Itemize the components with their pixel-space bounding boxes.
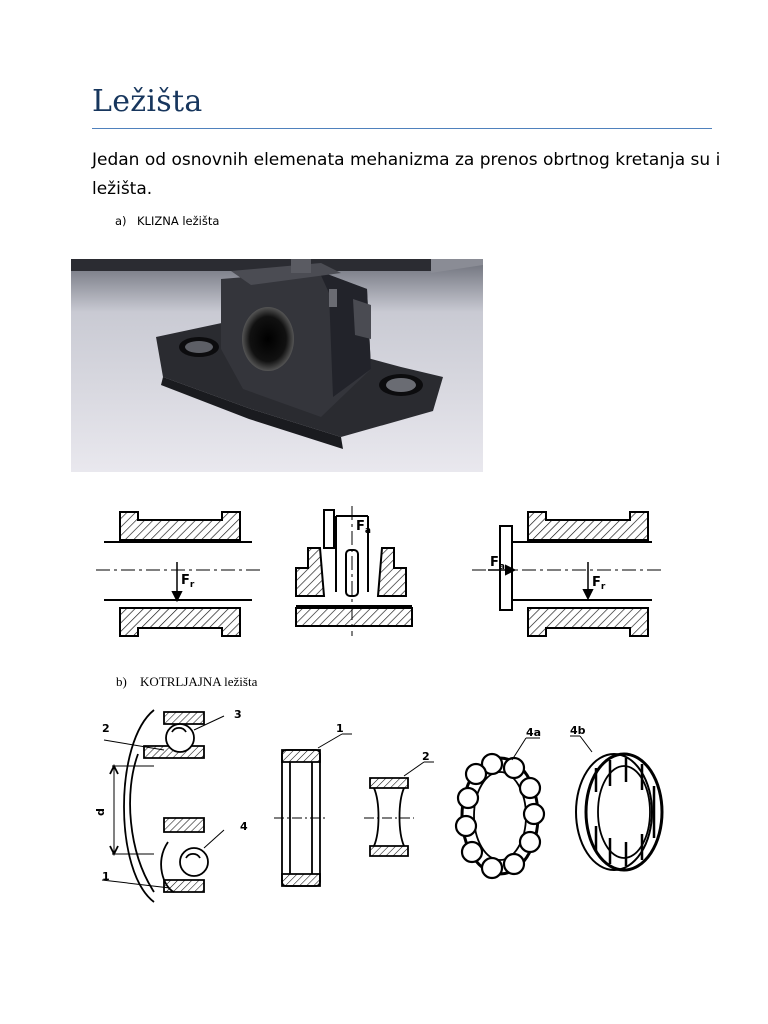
radial-force-label-1: $F_r$ — [181, 573, 195, 590]
part-label-3: 3 — [234, 708, 242, 721]
page-title: Ležišta — [92, 84, 203, 119]
plain-bearing-drawings — [92, 496, 672, 641]
part-label-2-left: 2 — [102, 722, 110, 735]
section-b-heading — [116, 674, 257, 690]
radial-force-label-2: $F_r$ — [592, 575, 606, 592]
section-a-label: KLIZNA ležišta — [137, 214, 220, 228]
intro-paragraph: Jedan od osnovnih elemenata mehanizma za prenos obrtnog kretanja su i ležišta. — [92, 150, 721, 199]
part-label-2-ring: 2 — [422, 750, 430, 763]
axial-force-label-1: $F_a$ — [356, 519, 371, 536]
title-underline — [92, 128, 712, 129]
section-a-heading — [115, 214, 219, 228]
section-a-marker: a) — [115, 214, 127, 228]
part-label-4a: 4a — [526, 726, 542, 739]
part-label-4: 4 — [240, 820, 248, 833]
part-label-4b: 4b — [570, 724, 586, 737]
part-label-1-ring: 1 — [336, 722, 344, 735]
rolling-bearing-drawings — [94, 702, 694, 912]
part-label-1-left: 1 — [102, 870, 110, 883]
diameter-label-d: d — [94, 808, 107, 816]
axial-force-label-2: $F_a$ — [490, 555, 505, 572]
section-b-marker: b) — [116, 674, 127, 689]
section-b-label: KOTRLJAJNA ležišta — [140, 674, 258, 689]
plummer-block-photo — [71, 259, 483, 472]
